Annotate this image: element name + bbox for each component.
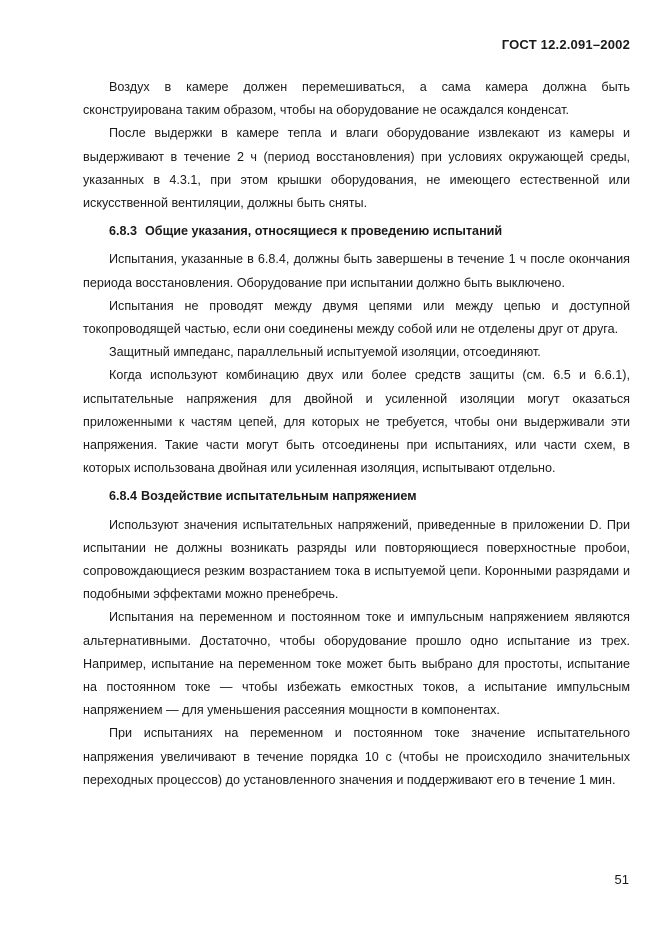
section-heading-6-8-3 [83,220,630,243]
paragraph: После выдержки в камере тепла и влаги оборудование извлекают из камеры и выдерживают в течение 2 ч (период восстановления) при условиях окружающей среды, указанных в 4.3.1, при этом крышки оборудования, не имеющего естественной или искусственной вентиляции, должны быть сняты. [83,126,630,211]
paragraph: Испытания на переменном и постоянном токе и импульсным напряжением являются альтернативными. Достаточно, чтобы оборудование прошло одно испытание из трех. Например, испытание на переменном токе может быть выбрано для простоты, испытание на постоянном токе — чтобы избежать емкостных токов, а испытание импульсным напряжением — для уменьшения рассеяния мощности в компонентах. [83,610,630,718]
section-heading-6-8-4 [83,485,630,508]
section-title: Воздействие испытательным напряжением [141,489,417,504]
paragraph: При испытаниях на переменном и постоянном токе значение испытательного напряжения увеличивают в течение порядка 10 с (чтобы не происходило значительных переходных процессов) до установленного значения и поддерживают его в течение 1 мин. [83,726,630,787]
paragraph: Когда используют комбинацию двух или более средств защиты (см. 6.5 и 6.6.1), испытательные напряжения для двойной и усиленной изоляции могут оказаться приложенными к частям цепей, для которых не требуется, чтобы они выдерживали эти напряжения. Такие части могут быть отсоединены при испытаниях, или части схем, в которых использована двойная или усиленная изоляция, испытывают отдельно. [83,368,630,476]
paragraph: Используют значения испытательных напряжений, приведенные в приложении D. При испытании не должны возникать разряды или повторяющиеся поверхностные пробои, сопровождающиеся резким возрастанием тока в испытуемой цепи. Коронными разрядами и подобными эффектами можно пренебречь. [83,517,630,602]
section-title: Общие указания, относящиеся к проведению испытаний [145,224,503,239]
document-body [83,76,630,792]
paragraph: Воздух в камере должен перемешиваться, а сама камера должна быть сконструирована таким образом, чтобы на оборудование не осаждался конденсат. [83,80,630,118]
paragraph: Защитный импеданс, параллельный испытуемой изоляции, отсоединяют. [109,345,541,360]
paragraph: Испытания, указанные в 6.8.4, должны быть завершены в течение 1 ч после окончания периода восстановления. Оборудование при испытании должно быть выключено. [83,252,630,290]
section-number: 6.8.4 [109,489,138,504]
page-number: 51 [614,872,629,887]
section-number: 6.8.3 [109,224,138,239]
document-header-id: ГОСТ 12.2.091–2002 [501,37,630,52]
paragraph: Испытания не проводят между двумя цепями или между цепью и доступной токопроводящей частью, если они соединены между собой или не отделены друг от друга. [83,298,630,337]
